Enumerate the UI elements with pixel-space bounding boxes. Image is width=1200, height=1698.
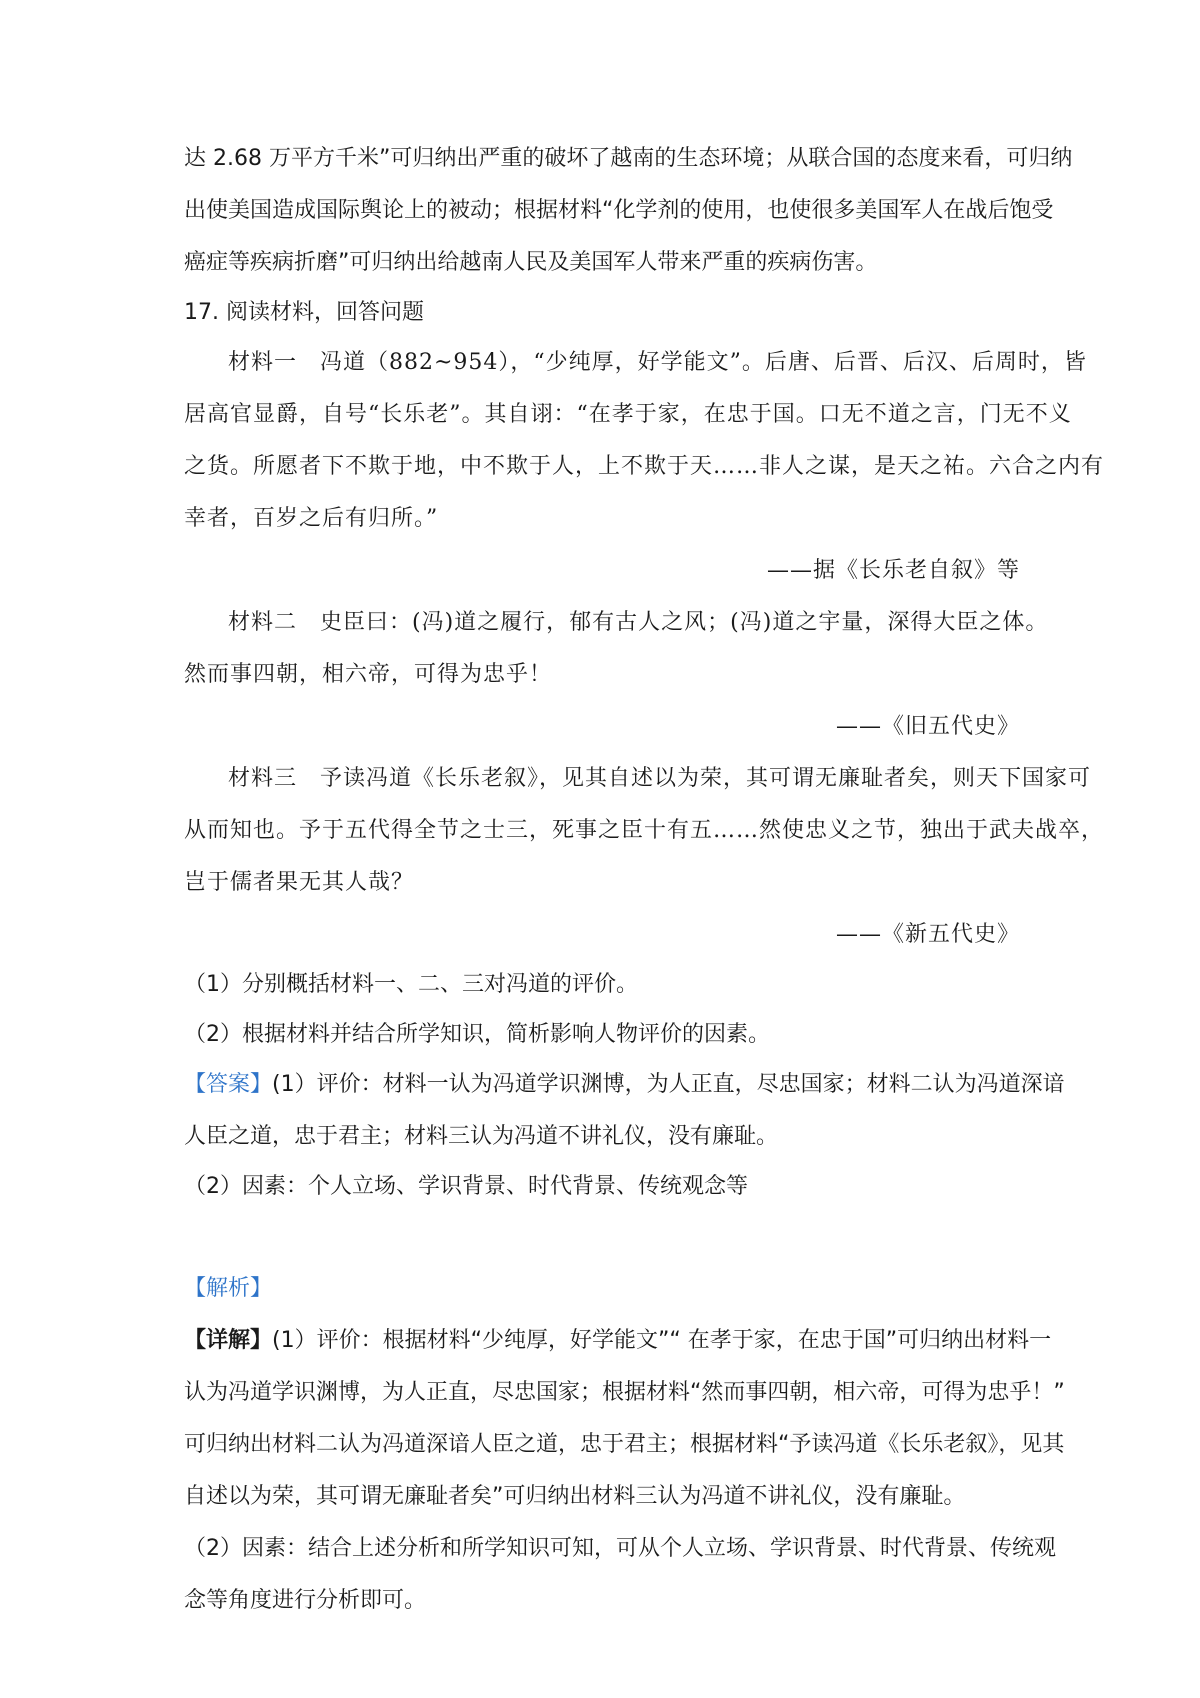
material3-source: ——《新五代史》 bbox=[835, 922, 1020, 947]
analysis-label: 【解析】 bbox=[184, 1276, 273, 1301]
answer-line-2: 人臣之道，忠于君主；材料三认为冯道不讲礼仪，没有廉耻。 bbox=[184, 1124, 779, 1149]
prev-analysis-line-2: 出使美国造成国际舆论上的被动；根据材料“化学剂的使用，也使很多美国军人在战后饱受 bbox=[184, 198, 1054, 223]
prev-analysis-line-1: 达 2.68 万平方千米”可归纳出严重的破坏了越南的生态环境；从联合国的态度来看，可归纳 bbox=[184, 146, 1073, 171]
analysis-line-4: 自述以为荣，其可谓无廉耻者矣”可归纳出材料三认为冯道不讲礼仪，没有廉耻。 bbox=[184, 1484, 966, 1509]
material1-source: ——据《长乐老自叙》等 bbox=[766, 558, 1020, 583]
analysis-line-3: 可归纳出材料二认为冯道深谙人臣之道，忠于君主；根据材料“予读冯道《长乐老叙》，见其 bbox=[184, 1432, 1065, 1457]
analysis-line-5: （2）因素：结合上述分析和所学知识可知，可从个人立场、学识背景、时代背景、传统观 bbox=[184, 1536, 1057, 1561]
answer-line-1 bbox=[184, 1070, 1065, 1100]
sub-question-2: （2）根据材料并结合所学知识，简析影响人物评价的因素。 bbox=[184, 1022, 770, 1047]
material3-line-3: 岂于儒者果无其人哉？ bbox=[184, 870, 415, 895]
analysis-text-1: (1）评价：根据材料“少纯厚，好学能文”“ 在孝于家，在忠于国”可归纳出材料一 bbox=[272, 1328, 1052, 1353]
material2-line-1: 材料二 史臣曰：(冯)道之履行，郁有古人之风；(冯)道之宇量，深得大臣之体。 bbox=[228, 610, 1049, 635]
answer-label: 【答案】 bbox=[184, 1072, 273, 1097]
answer-text-1: (1）评价：材料一认为冯道学识渊博，为人正直，尽忠国家；材料二认为冯道深谙 bbox=[272, 1072, 1065, 1097]
material2-source: ——《旧五代史》 bbox=[835, 714, 1020, 739]
prev-analysis-line-3: 癌症等疾病折磨”可归纳出给越南人民及美国军人带来严重的疾病伤害。 bbox=[184, 250, 878, 275]
detail-label: 【详解】 bbox=[184, 1328, 273, 1353]
analysis-line-1 bbox=[184, 1326, 1051, 1356]
sub-question-1: （1）分别概括材料一、二、三对冯道的评价。 bbox=[184, 972, 638, 997]
material3-line-2: 从而知也。予于五代得全节之士三，死事之臣十有五……然使忠义之节，独出于武夫战卒， bbox=[184, 818, 1105, 843]
material3-line-1: 材料三 予读冯道《长乐老叙》，见其自述以为荣，其可谓无廉耻者矣，则天下国家可 bbox=[228, 766, 1092, 791]
material1-line-2: 居高官显爵，自号“长乐老”。其自诩：“在孝于家，在忠于国。口无不道之言，门无不义 bbox=[184, 402, 1072, 427]
material1-line-3: 之货。所愿者下不欺于地，中不欺于人，上不欺于天……非人之谋，是天之祐。六合之内有 bbox=[184, 454, 1105, 479]
material2-line-2: 然而事四朝，相六帝，可得为忠乎！ bbox=[184, 662, 553, 687]
answer-line-3: （2）因素：个人立场、学识背景、时代背景、传统观念等 bbox=[184, 1174, 748, 1199]
analysis-line-2: 认为冯道学识渊博，为人正直，尽忠国家；根据材料“然而事四朝，相六帝，可得为忠乎！” bbox=[184, 1380, 1065, 1405]
question-title: 17. 阅读材料，回答问题 bbox=[184, 300, 424, 325]
analysis-line-6: 念等角度进行分析即可。 bbox=[184, 1588, 427, 1613]
material1-line-1: 材料一 冯道（882~954），“少纯厚，好学能文”。后唐、后晋、后汉、后周时，皆 bbox=[228, 350, 1087, 375]
material1-line-4: 幸者，百岁之后有归所。” bbox=[184, 506, 439, 531]
